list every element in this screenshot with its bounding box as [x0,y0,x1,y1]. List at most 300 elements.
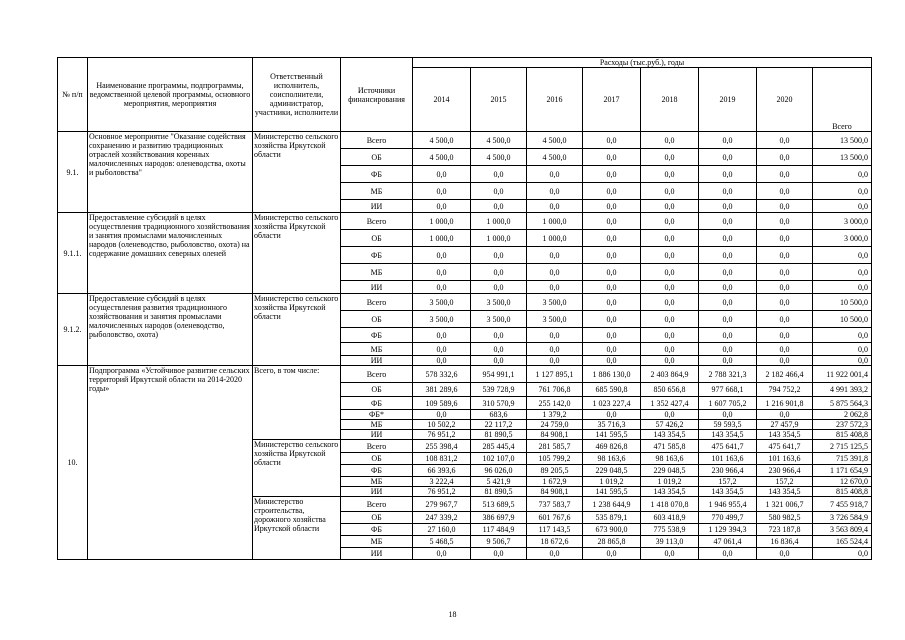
value-cell: 0,0 [699,166,757,183]
value-cell: 0,0 [699,311,757,328]
value-cell: 539 728,9 [471,383,527,397]
value-cell: 0,0 [757,166,813,183]
value-cell: 230 966,4 [757,465,813,477]
total-cell: 3 726 584,9 [813,512,872,524]
item-executor: Министерство строительства, дорожного хозяйства Иркутской области [253,497,341,560]
value-cell: 954 991,1 [471,366,527,383]
value-cell: 0,0 [641,264,699,281]
value-cell: 255 398,4 [413,440,471,453]
total-cell: 10 500,0 [813,311,872,328]
funding-source: ИИ [341,356,413,366]
value-cell: 0,0 [583,356,641,366]
value-cell: 0,0 [641,356,699,366]
value-cell: 0,0 [527,247,583,264]
header-year: 2017 [583,68,641,132]
total-cell: 715 391,8 [813,453,872,465]
header-year: 2016 [527,68,583,132]
value-cell: 57 426,2 [641,420,699,430]
total-cell: 0,0 [813,328,872,343]
value-cell: 0,0 [471,356,527,366]
item-number: 9.1.1. [58,213,88,294]
funding-source: МБ [341,343,413,356]
value-cell: 229 048,5 [641,465,699,477]
value-cell: 0,0 [699,328,757,343]
total-cell: 3 563 809,4 [813,524,872,536]
value-cell: 66 393,6 [413,465,471,477]
value-cell: 108 831,2 [413,453,471,465]
value-cell: 102 107,0 [471,453,527,465]
value-cell: 0,0 [641,294,699,311]
value-cell: 27 160,0 [413,524,471,536]
value-cell: 89 205,5 [527,465,583,477]
value-cell: 0,0 [699,294,757,311]
value-cell: 1 886 130,0 [583,366,641,383]
header-year: 2020 [757,68,813,132]
value-cell: 0,0 [583,328,641,343]
value-cell: 101 163,6 [699,453,757,465]
value-cell: 9 506,7 [471,536,527,548]
total-cell: 0,0 [813,548,872,560]
value-cell: 0,0 [641,213,699,230]
value-cell: 59 593,5 [699,420,757,430]
funding-source: МБ [341,536,413,548]
value-cell: 143 354,5 [641,430,699,440]
funding-source: ФБ [341,397,413,410]
value-cell: 281 585,7 [527,440,583,453]
value-cell: 0,0 [471,343,527,356]
total-cell: 0,0 [813,247,872,264]
table-row [58,366,872,383]
value-cell: 27 457,9 [757,420,813,430]
value-cell: 673 900,0 [583,524,641,536]
value-cell: 0,0 [413,247,471,264]
value-cell: 601 767,6 [527,512,583,524]
funding-source: Всего [341,440,413,453]
header-year: 2019 [699,68,757,132]
value-cell: 0,0 [757,281,813,294]
funding-source: ФБ* [341,410,413,420]
funding-source: МБ [341,420,413,430]
funding-source: ИИ [341,487,413,497]
total-cell: 0,0 [813,281,872,294]
header-executor: Ответственный исполнитель, соисполнители, администратор, участники, исполнители [253,58,341,132]
value-cell: 4 500,0 [527,149,583,166]
total-cell: 3 000,0 [813,213,872,230]
value-cell: 1 946 955,4 [699,497,757,512]
value-cell: 39 113,0 [641,536,699,548]
value-cell: 0,0 [699,183,757,200]
value-cell: 18 672,6 [527,536,583,548]
value-cell: 0,0 [583,183,641,200]
value-cell: 0,0 [699,548,757,560]
total-cell: 10 500,0 [813,294,872,311]
item-executor: Министерство сельского хозяйства Иркутской области [253,440,341,497]
funding-source: ФБ [341,524,413,536]
value-cell: 0,0 [757,343,813,356]
total-cell: 815 408,8 [813,487,872,497]
value-cell: 1 216 901,8 [757,397,813,410]
value-cell: 0,0 [757,294,813,311]
funding-source: ОБ [341,453,413,465]
page-number: 18 [448,610,457,619]
value-cell: 1 321 006,7 [757,497,813,512]
funding-source: МБ [341,264,413,281]
value-cell: 76 951,2 [413,430,471,440]
value-cell: 0,0 [699,213,757,230]
value-cell: 0,0 [583,294,641,311]
item-name: Подпрограмма «Устойчивое развитие сельских территорий Иркутской области на 2014-2020 годы» [88,366,253,560]
value-cell: 157,2 [757,477,813,487]
value-cell: 0,0 [583,247,641,264]
value-cell: 0,0 [641,230,699,247]
header-expenses: Расходы (тыс.руб.), годы [413,58,872,68]
value-cell: 580 982,5 [757,512,813,524]
funding-source: Всего [341,213,413,230]
value-cell: 850 656,8 [641,383,699,397]
value-cell: 98 163,6 [583,453,641,465]
value-cell: 1 000,0 [527,230,583,247]
total-cell: 11 922 001,4 [813,366,872,383]
value-cell: 0,0 [699,343,757,356]
value-cell: 0,0 [699,247,757,264]
value-cell: 84 908,1 [527,487,583,497]
value-cell: 81 890,5 [471,487,527,497]
value-cell: 0,0 [583,281,641,294]
value-cell: 143 354,5 [757,430,813,440]
total-cell: 13 500,0 [813,132,872,149]
value-cell: 47 061,4 [699,536,757,548]
funding-source: ФБ [341,465,413,477]
value-cell: 0,0 [583,311,641,328]
value-cell: 0,0 [757,410,813,420]
value-cell: 1 000,0 [471,230,527,247]
table-row [58,132,872,149]
value-cell: 475 641,7 [757,440,813,453]
value-cell: 578 332,6 [413,366,471,383]
value-cell: 1 672,9 [527,477,583,487]
value-cell: 2 403 864,9 [641,366,699,383]
value-cell: 141 595,5 [583,487,641,497]
value-cell: 1 000,0 [527,213,583,230]
item-executor: Министерство сельского хозяйства Иркутской области [253,294,341,366]
value-cell: 0,0 [583,200,641,213]
value-cell: 0,0 [757,149,813,166]
value-cell: 0,0 [471,548,527,560]
value-cell: 143 354,5 [757,487,813,497]
value-cell: 0,0 [413,343,471,356]
value-cell: 5 421,9 [471,477,527,487]
funding-source: Всего [341,366,413,383]
header-year: 2015 [471,68,527,132]
funding-source: ОБ [341,230,413,247]
value-cell: 143 354,5 [641,487,699,497]
expenses-table [57,57,872,560]
value-cell: 143 354,5 [699,487,757,497]
funding-source: ИИ [341,200,413,213]
value-cell: 683,6 [471,410,527,420]
value-cell: 229 048,5 [583,465,641,477]
total-cell: 5 875 564,3 [813,397,872,410]
value-cell: 381 289,6 [413,383,471,397]
value-cell: 685 590,8 [583,383,641,397]
funding-source: ОБ [341,149,413,166]
value-cell: 230 966,4 [699,465,757,477]
funding-source: Всего [341,132,413,149]
funding-source: Всего [341,294,413,311]
header-name: Наименование программы, подпрограммы, ведомственной целевой программы, основного мероприятия, мероприятия [88,58,253,132]
total-cell: 0,0 [813,200,872,213]
funding-source: ОБ [341,383,413,397]
value-cell: 109 589,6 [413,397,471,410]
value-cell: 0,0 [641,548,699,560]
value-cell: 0,0 [641,149,699,166]
total-cell: 13 500,0 [813,149,872,166]
total-cell: 815 408,8 [813,430,872,440]
funding-source: Всего [341,497,413,512]
value-cell: 101 163,6 [757,453,813,465]
value-cell: 4 500,0 [413,132,471,149]
total-cell: 12 670,0 [813,477,872,487]
value-cell: 35 716,3 [583,420,641,430]
total-cell: 0,0 [813,356,872,366]
value-cell: 0,0 [527,356,583,366]
total-cell: 2 062,8 [813,410,872,420]
value-cell: 255 142,0 [527,397,583,410]
value-cell: 0,0 [413,183,471,200]
funding-source: МБ [341,477,413,487]
total-cell: 4 991 393,2 [813,383,872,397]
value-cell: 0,0 [699,281,757,294]
value-cell: 10 502,2 [413,420,471,430]
value-cell: 0,0 [699,149,757,166]
value-cell: 0,0 [757,183,813,200]
value-cell: 1 000,0 [471,213,527,230]
value-cell: 0,0 [527,343,583,356]
value-cell: 0,0 [699,356,757,366]
item-number: 9.1. [58,132,88,213]
value-cell: 0,0 [527,548,583,560]
value-cell: 143 354,5 [699,430,757,440]
value-cell: 0,0 [413,548,471,560]
value-cell: 16 836,4 [757,536,813,548]
total-cell: 7 455 918,7 [813,497,872,512]
value-cell: 0,0 [699,200,757,213]
value-cell: 0,0 [471,281,527,294]
total-cell: 1 171 654,9 [813,465,872,477]
value-cell: 737 583,7 [527,497,583,512]
value-cell: 0,0 [641,247,699,264]
value-cell: 0,0 [641,166,699,183]
total-cell: 0,0 [813,166,872,183]
value-cell: 0,0 [757,356,813,366]
value-cell: 0,0 [641,328,699,343]
value-cell: 0,0 [471,183,527,200]
value-cell: 0,0 [699,230,757,247]
value-cell: 310 570,9 [471,397,527,410]
value-cell: 0,0 [583,213,641,230]
value-cell: 469 826,8 [583,440,641,453]
value-cell: 28 865,8 [583,536,641,548]
header-source: Источники финансирования [341,58,413,132]
value-cell: 1 127 895,1 [527,366,583,383]
funding-source: ОБ [341,512,413,524]
value-cell: 117 484,9 [471,524,527,536]
value-cell: 2 182 466,4 [757,366,813,383]
value-cell: 0,0 [413,281,471,294]
value-cell: 157,2 [699,477,757,487]
value-cell: 0,0 [757,200,813,213]
value-cell: 2 788 321,3 [699,366,757,383]
funding-source: ФБ [341,328,413,343]
value-cell: 0,0 [413,410,471,420]
value-cell: 3 222,4 [413,477,471,487]
funding-source: ФБ [341,247,413,264]
value-cell: 1 379,2 [527,410,583,420]
value-cell: 770 499,7 [699,512,757,524]
value-cell: 0,0 [413,200,471,213]
value-cell: 0,0 [757,311,813,328]
item-executor: Министерство сельского хозяйства Иркутской области [253,132,341,213]
value-cell: 0,0 [641,132,699,149]
value-cell: 1 019,2 [583,477,641,487]
item-executor: Всего, в том числе: [253,366,341,440]
value-cell: 977 668,1 [699,383,757,397]
value-cell: 0,0 [471,247,527,264]
table-body [58,132,872,560]
funding-source: ФБ [341,166,413,183]
value-cell: 0,0 [641,311,699,328]
value-cell: 0,0 [641,410,699,420]
value-cell: 0,0 [413,328,471,343]
value-cell: 0,0 [583,166,641,183]
header-year: 2018 [641,68,699,132]
item-number: 9.1.2. [58,294,88,366]
item-name: Основное мероприятие "Оказание содействия сохранению и развитию традиционных отраслей хозяйствования коренных малочисленных народов: оленеводства, охоты и рыболовства" [88,132,253,213]
value-cell: 761 706,8 [527,383,583,397]
value-cell: 4 500,0 [471,132,527,149]
value-cell: 141 595,5 [583,430,641,440]
funding-source: ИИ [341,281,413,294]
value-cell: 4 500,0 [471,149,527,166]
funding-source: ИИ [341,548,413,560]
value-cell: 0,0 [527,166,583,183]
value-cell: 0,0 [471,328,527,343]
value-cell: 0,0 [757,213,813,230]
value-cell: 98 163,6 [641,453,699,465]
value-cell: 775 538,9 [641,524,699,536]
item-number: 10. [58,366,88,560]
value-cell: 0,0 [413,166,471,183]
value-cell: 0,0 [471,264,527,281]
value-cell: 81 890,5 [471,430,527,440]
value-cell: 0,0 [583,149,641,166]
value-cell: 247 339,2 [413,512,471,524]
value-cell: 76 951,2 [413,487,471,497]
value-cell: 3 500,0 [413,311,471,328]
total-cell: 0,0 [813,264,872,281]
total-cell: 2 715 125,5 [813,440,872,453]
value-cell: 0,0 [699,410,757,420]
value-cell: 279 967,7 [413,497,471,512]
value-cell: 386 697,9 [471,512,527,524]
value-cell: 0,0 [527,281,583,294]
value-cell: 105 799,2 [527,453,583,465]
value-cell: 3 500,0 [471,311,527,328]
value-cell: 1 352 427,4 [641,397,699,410]
value-cell: 1 023 227,4 [583,397,641,410]
value-cell: 0,0 [757,328,813,343]
value-cell: 0,0 [413,356,471,366]
value-cell: 0,0 [583,132,641,149]
item-name: Предоставление субсидий в целях осуществления развития традиционного хозяйствования и занятия промыслами малочисленных народов (оленеводство, рыболовство, охота) [88,294,253,366]
value-cell: 513 689,5 [471,497,527,512]
value-cell: 471 585,8 [641,440,699,453]
header-total: Всего [813,68,872,132]
value-cell: 1 238 644,9 [583,497,641,512]
header-num: № п/п [58,58,88,132]
value-cell: 1 607 705,2 [699,397,757,410]
value-cell: 0,0 [641,281,699,294]
value-cell: 723 187,8 [757,524,813,536]
value-cell: 96 026,0 [471,465,527,477]
total-cell: 165 524,4 [813,536,872,548]
value-cell: 285 445,4 [471,440,527,453]
value-cell: 0,0 [471,200,527,213]
value-cell: 0,0 [527,183,583,200]
table-row [58,213,872,230]
table-row [58,294,872,311]
value-cell: 0,0 [583,410,641,420]
value-cell: 4 500,0 [527,132,583,149]
value-cell: 0,0 [757,264,813,281]
value-cell: 475 641,7 [699,440,757,453]
value-cell: 117 143,5 [527,524,583,536]
value-cell: 1 019,2 [641,477,699,487]
value-cell: 0,0 [583,264,641,281]
funding-source: ИИ [341,430,413,440]
value-cell: 1 418 070,8 [641,497,699,512]
value-cell: 84 908,1 [527,430,583,440]
value-cell: 535 879,1 [583,512,641,524]
value-cell: 0,0 [641,200,699,213]
value-cell: 3 500,0 [527,294,583,311]
value-cell: 0,0 [413,264,471,281]
total-cell: 3 000,0 [813,230,872,247]
value-cell: 1 000,0 [413,213,471,230]
item-executor: Министерство сельского хозяйства Иркутской области [253,213,341,294]
value-cell: 0,0 [757,548,813,560]
value-cell: 1 000,0 [413,230,471,247]
value-cell: 22 117,2 [471,420,527,430]
total-cell: 0,0 [813,183,872,200]
header-year: 2014 [413,68,471,132]
value-cell: 603 418,9 [641,512,699,524]
value-cell: 0,0 [757,132,813,149]
value-cell: 0,0 [583,343,641,356]
value-cell: 0,0 [699,264,757,281]
value-cell: 4 500,0 [413,149,471,166]
total-cell: 0,0 [813,343,872,356]
funding-source: МБ [341,183,413,200]
value-cell: 0,0 [527,328,583,343]
value-cell: 0,0 [583,230,641,247]
value-cell: 0,0 [757,247,813,264]
item-name: Предоставление субсидий в целях осуществления традиционного хозяйствования и занятия промыслами малочисленных народов (оленеводство, рыболовство, охота) на содержание домашних северных оленей [88,213,253,294]
value-cell: 0,0 [641,183,699,200]
value-cell: 0,0 [527,200,583,213]
value-cell: 0,0 [583,548,641,560]
value-cell: 5 468,5 [413,536,471,548]
